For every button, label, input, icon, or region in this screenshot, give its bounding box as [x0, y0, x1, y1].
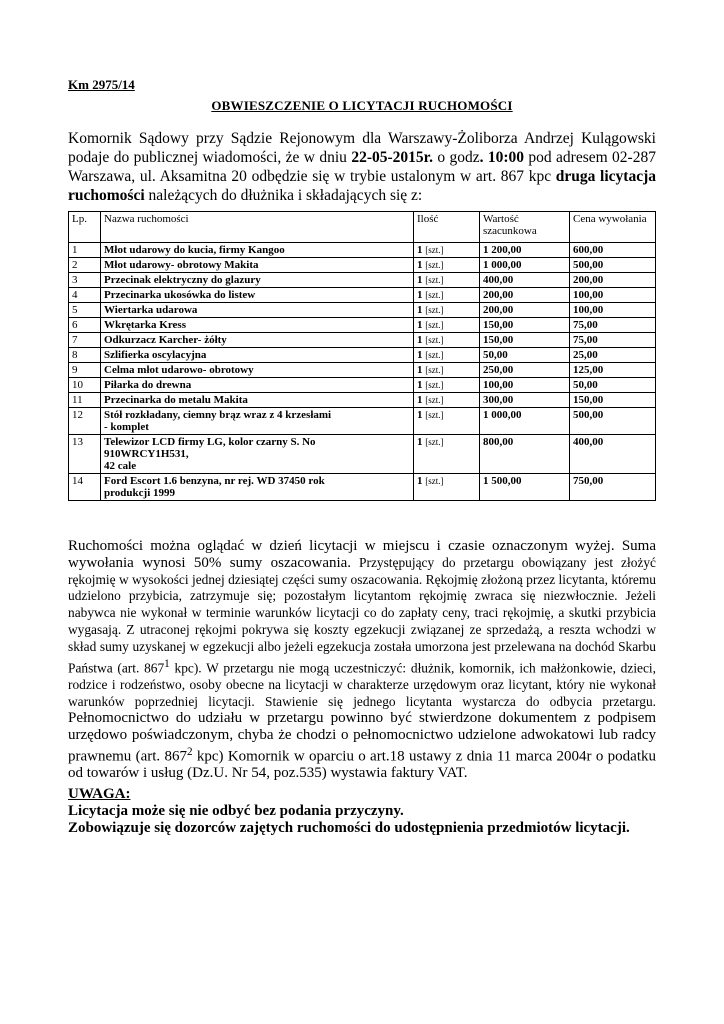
intro-paragraph — [68, 129, 656, 205]
table-row — [69, 435, 656, 474]
table-row — [69, 273, 656, 288]
auction-time: 10:00 — [483, 149, 525, 166]
row-name: Wkrętarka Kress — [101, 318, 414, 333]
row-lp: 9 — [69, 363, 101, 378]
row-qty-value: 1 — [417, 349, 423, 361]
terms-sentence-5: kpc) Komornik w oparciu o art.18 ustawy z dnia 11 marca 2004r o podatku od towarów i usług (Dz.U. Nr 54, poz.535) wystawia faktury VAT. — [68, 748, 656, 782]
row-lp: 1 — [69, 243, 101, 258]
row-price: 750,00 — [570, 474, 656, 501]
intro-text-1: Komornik Sądowy przy Sądzie Rejonowym dla Warszawy-Żoliborza Andrzej Kulągowski podaje do publicznej wiadomości, że w dniu — [68, 130, 656, 166]
table-row — [69, 318, 656, 333]
row-lp: 2 — [69, 258, 101, 273]
row-qty-value: 1 — [417, 436, 423, 448]
intro-text-4: należących do dłużnika i składających się z: — [144, 187, 423, 204]
row-qty-value: 1 — [417, 319, 423, 331]
row-value: 300,00 — [480, 393, 570, 408]
row-qty — [414, 288, 480, 303]
table-row — [69, 378, 656, 393]
table-header-row — [69, 212, 656, 243]
terms-sentence-1: Ruchomości można oglądać w dzień licytacji w miejscu i czasie oznaczonym wyżej. Suma wywołania wynosi 50% sumy oszacowania. — [68, 538, 656, 571]
row-lp: 10 — [69, 378, 101, 393]
row-name: Ford Escort 1.6 benzyna, nr rej. WD 37450 rok produkcji 1999 — [101, 474, 414, 501]
row-qty-value: 1 — [417, 244, 423, 256]
row-qty-unit: [szt.] — [425, 290, 444, 300]
table-row — [69, 348, 656, 363]
art-superscript-2: 2 — [187, 746, 193, 759]
row-qty — [414, 378, 480, 393]
table-row — [69, 333, 656, 348]
row-qty — [414, 393, 480, 408]
row-qty-unit: [szt.] — [425, 245, 444, 255]
row-qty-value: 1 — [417, 334, 423, 346]
row-price: 50,00 — [570, 378, 656, 393]
row-qty-value: 1 — [417, 304, 423, 316]
row-lp: 12 — [69, 408, 101, 435]
row-qty-unit: [szt.] — [425, 437, 444, 447]
auction-date: 22-05-2015r. — [351, 149, 433, 166]
header-price: Cena wywołania — [570, 212, 656, 243]
row-name: Przecinak elektryczny do glazury — [101, 273, 414, 288]
row-price: 400,00 — [570, 435, 656, 474]
row-qty — [414, 303, 480, 318]
table-body — [69, 243, 656, 501]
row-qty-value: 1 — [417, 274, 423, 286]
row-qty-unit: [szt.] — [425, 320, 444, 330]
row-name: Przecinarka do metalu Makita — [101, 393, 414, 408]
table-row — [69, 288, 656, 303]
row-value: 200,00 — [480, 288, 570, 303]
header-lp: Lp. — [69, 212, 101, 243]
row-name: Szlifierka oscylacyjna — [101, 348, 414, 363]
header-value: Wartość szacunkowa — [480, 212, 570, 243]
table-row — [69, 243, 656, 258]
row-qty-value: 1 — [417, 289, 423, 301]
row-name: Wiertarka udarowa — [101, 303, 414, 318]
row-price: 500,00 — [570, 258, 656, 273]
intro-text-2: o godz — [432, 149, 480, 166]
table-row — [69, 303, 656, 318]
row-name: Przecinarka ukosówka do listew — [101, 288, 414, 303]
row-name: Piłarka do drewna — [101, 378, 414, 393]
row-qty — [414, 435, 480, 474]
row-value: 50,00 — [480, 348, 570, 363]
auction-type: druga licytacja ruchomości — [68, 168, 656, 204]
row-qty-value: 1 — [417, 394, 423, 406]
row-lp: 7 — [69, 333, 101, 348]
row-price: 100,00 — [570, 288, 656, 303]
row-price: 500,00 — [570, 408, 656, 435]
table-row — [69, 363, 656, 378]
row-value: 1 200,00 — [480, 243, 570, 258]
row-qty — [414, 273, 480, 288]
row-qty-unit: [szt.] — [425, 365, 444, 375]
row-qty-value: 1 — [417, 259, 423, 271]
row-name: Młot udarowy- obrotowy Makita — [101, 258, 414, 273]
row-qty-unit: [szt.] — [425, 305, 444, 315]
row-lp: 14 — [69, 474, 101, 501]
row-price: 150,00 — [570, 393, 656, 408]
row-name: Celma młot udarowo- obrotowy — [101, 363, 414, 378]
table-row — [69, 474, 656, 501]
row-value: 150,00 — [480, 318, 570, 333]
row-value: 200,00 — [480, 303, 570, 318]
row-price: 75,00 — [570, 318, 656, 333]
row-qty — [414, 258, 480, 273]
row-price: 100,00 — [570, 303, 656, 318]
warning-heading: UWAGA: — [68, 786, 131, 802]
row-price: 600,00 — [570, 243, 656, 258]
warning-line-2: Zobowiązuje się dozorców zajętych ruchomości do udostępnienia przedmiotów licytacji. — [68, 820, 630, 836]
row-qty — [414, 474, 480, 501]
table-row — [69, 408, 656, 435]
row-price: 75,00 — [570, 333, 656, 348]
row-value: 400,00 — [480, 273, 570, 288]
row-value: 1 000,00 — [480, 258, 570, 273]
auction-terms — [68, 538, 656, 782]
row-qty — [414, 363, 480, 378]
art-superscript-1: 1 — [164, 657, 170, 670]
row-price: 125,00 — [570, 363, 656, 378]
warning-line-1: Licytacja może się nie odbyć bez podania przyczyny. — [68, 803, 404, 819]
row-value: 1 500,00 — [480, 474, 570, 501]
row-lp: 5 — [69, 303, 101, 318]
header-qty: Ilość — [414, 212, 480, 243]
intro-dot: . — [479, 149, 484, 166]
row-qty — [414, 318, 480, 333]
row-qty — [414, 243, 480, 258]
items-table — [68, 211, 656, 501]
row-qty — [414, 333, 480, 348]
row-qty-unit: [szt.] — [425, 380, 444, 390]
row-qty-unit: [szt.] — [425, 275, 444, 285]
row-qty-value: 1 — [417, 364, 423, 376]
case-reference: Km 2975/14 — [68, 77, 135, 92]
row-value: 100,00 — [480, 378, 570, 393]
row-value: 250,00 — [480, 363, 570, 378]
terms-sentence-2: Przystępujący do przetargu obowiązany jest złożyć rękojmię w wysokości jednej dziesiątej części sumy oszacowania. Rękojmię złożoną przez licytanta, któremu udzielono przybicia, zatrzymuje się; pozostałym licytantom rękojmię zwraca się niezwłocznie. Jeżeli nabywca nie wykonał w terminie warunków licytacji co do zapłaty ceny, traci rękojmię, a skutki przybicia wygasają. Z utraconej rękojmi pokrywa się koszty egzekucji związanej ze sprzedażą, a reszta wchodzi w skład sumy uzyskanej w egzekucji albo jeżeli egzekucja została umorzona jest przelewana na dochód Skarbu Państwa (art. 867 — [68, 554, 656, 676]
row-qty-unit: [szt.] — [425, 335, 444, 345]
terms-sentence-4: Pełnomocnictwo do udziału w przetargu powinno być stwierdzone dokumentem z podpisem urzędowo poświadczonym, chyba że chodzi o pełnomocnictwo udzielone adwokatowi lub radcy prawnemu (art. 867 — [68, 710, 656, 765]
row-lp: 13 — [69, 435, 101, 474]
row-lp: 6 — [69, 318, 101, 333]
header-name: Nazwa ruchomości — [101, 212, 414, 243]
row-qty-value: 1 — [417, 475, 423, 487]
row-qty-value: 1 — [417, 409, 423, 421]
row-price: 25,00 — [570, 348, 656, 363]
row-name: Młot udarowy do kucia, firmy Kangoo — [101, 243, 414, 258]
table-row — [69, 258, 656, 273]
row-qty-value: 1 — [417, 379, 423, 391]
row-qty-unit: [szt.] — [425, 476, 444, 486]
row-lp: 4 — [69, 288, 101, 303]
row-qty-unit: [szt.] — [425, 410, 444, 420]
row-lp: 8 — [69, 348, 101, 363]
row-lp: 11 — [69, 393, 101, 408]
row-name: Stół rozkładany, ciemny brąz wraz z 4 krzesłami - komplet — [101, 408, 414, 435]
row-price: 200,00 — [570, 273, 656, 288]
row-value: 150,00 — [480, 333, 570, 348]
row-qty-unit: [szt.] — [425, 260, 444, 270]
row-name: Telewizor LCD firmy LG, kolor czarny S. No 910WRCY1H531, 42 cale — [101, 435, 414, 474]
row-lp: 3 — [69, 273, 101, 288]
document-title: OBWIESZCZENIE O LICYTACJI RUCHOMOŚCI — [211, 98, 513, 113]
terms-sentence-3: kpc). W przetargu nie mogą uczestniczyć: dłużnik, komornik, ich małżonkowie, dzieci, rodzice i rodzeństwo, osoby obecne na licytacji w charakterze urzędowym oraz licytant, który nie wykonał warunków poprzedniej licytacji. Stawienie się jednego licytanta wystarcza do odbycia przetargu. — [68, 660, 656, 709]
row-qty — [414, 408, 480, 435]
row-name: Odkurzacz Karcher- żółty — [101, 333, 414, 348]
row-value: 800,00 — [480, 435, 570, 474]
intro-text-3: pod adresem 02-287 Warszawa, ul. Aksamitna 20 odbędzie się w trybie ustalonym w art. 867 kpc — [68, 149, 656, 185]
row-qty-unit: [szt.] — [425, 350, 444, 360]
row-value: 1 000,00 — [480, 408, 570, 435]
table-row — [69, 393, 656, 408]
row-qty-unit: [szt.] — [425, 395, 444, 405]
row-qty — [414, 348, 480, 363]
